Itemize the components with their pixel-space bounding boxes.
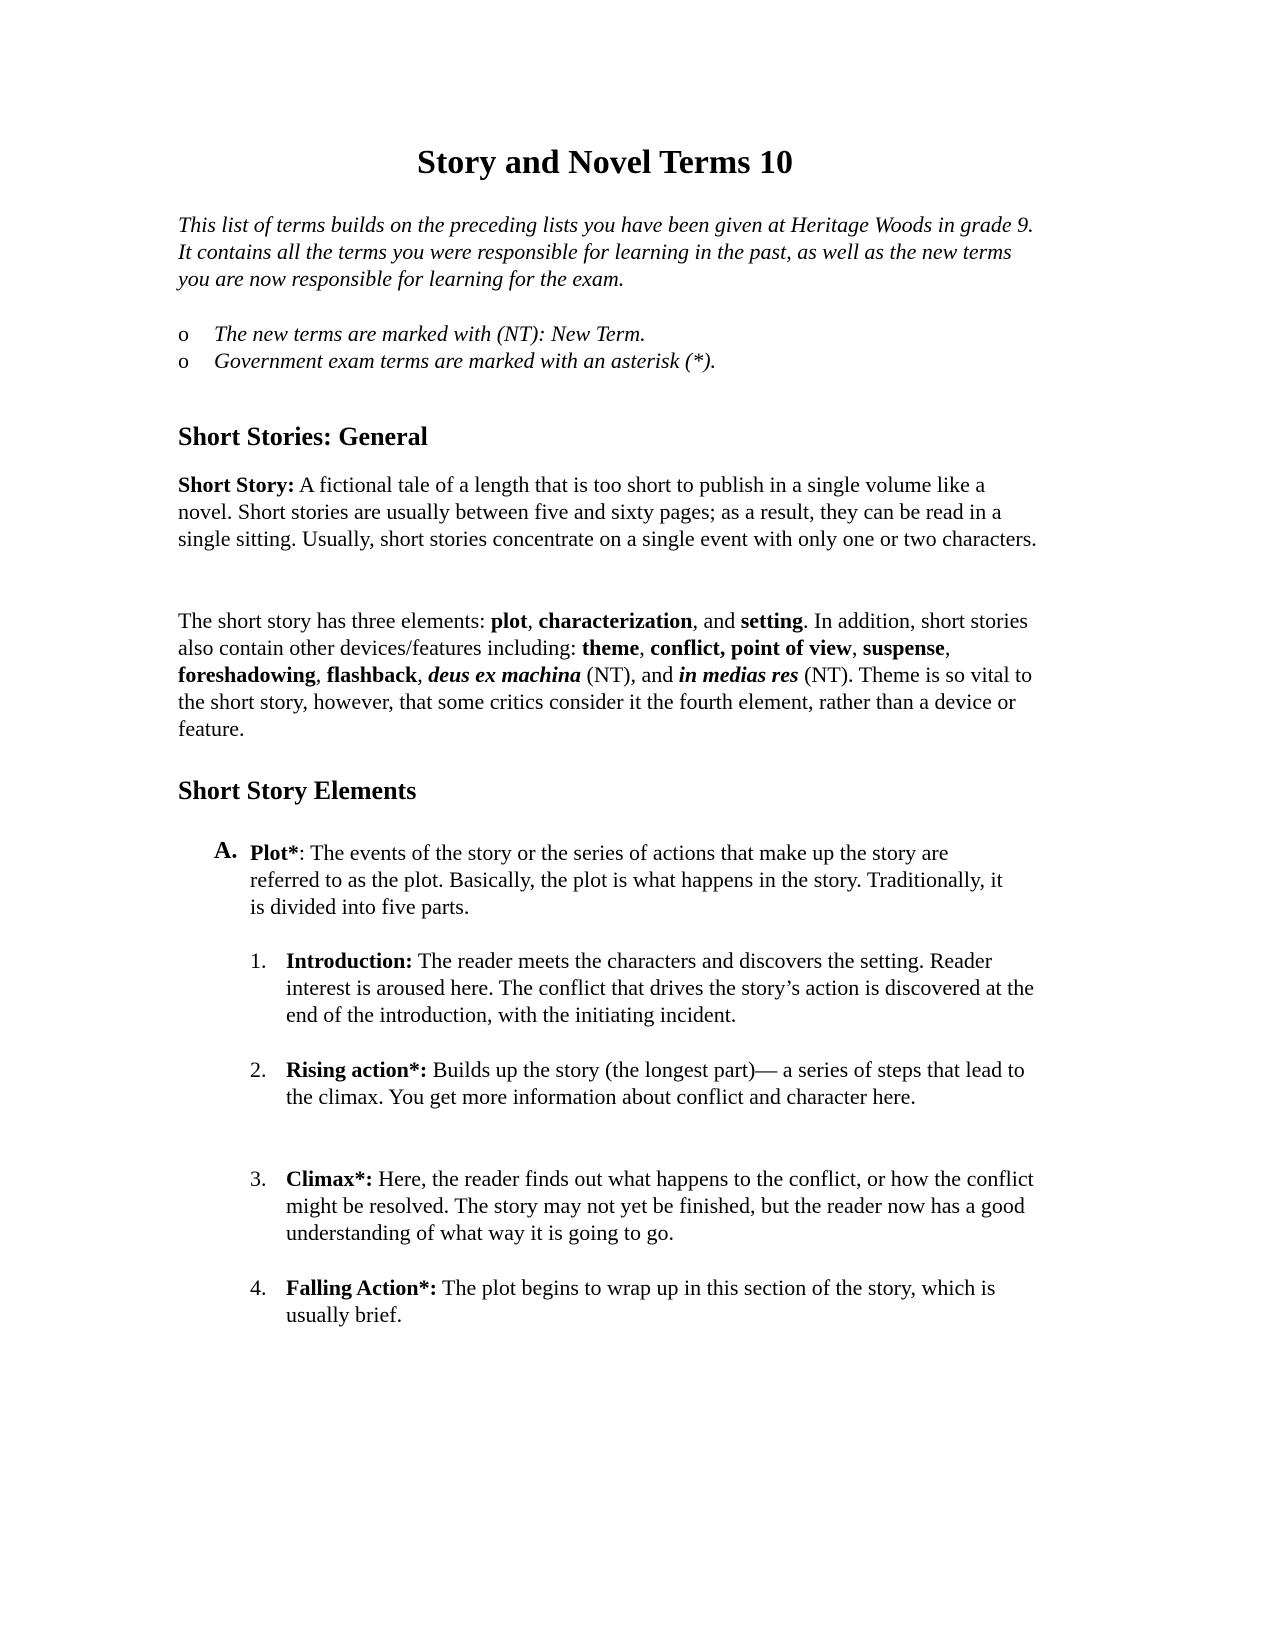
text-run: and [636, 662, 679, 687]
term-highlight: characterization [538, 608, 693, 633]
text-run: , and [692, 608, 741, 633]
term-highlight: , [630, 662, 636, 687]
text-run: , [639, 635, 651, 660]
intro-paragraph: This list of terms builds on the preceding lists you have been given at Heritage Woods in grade 9. It contains all the terms you were responsible for learning in the past, as well as the new terms you are now responsible for learning for the exam. [178, 212, 1034, 291]
short-story-definition [178, 471, 1038, 552]
text-run: : The events of the story or the series of actions that make up the story are referred to as the plot. Basically, the plot is what happens in the story. Traditionally, it is divided into five parts. [250, 840, 1003, 919]
term-highlight: Rising action*: [286, 1057, 428, 1082]
list-number: 3. [250, 1166, 267, 1191]
bullet-marker: o [178, 348, 189, 373]
text-run: , [851, 635, 863, 660]
term-highlight: Falling Action*: [286, 1275, 437, 1300]
text-run: (NT) [581, 662, 631, 687]
term-highlight: Short Story: [178, 472, 295, 497]
section-heading-elements: Short Story Elements [178, 776, 417, 805]
text-run: The short story has three elements: [178, 608, 491, 633]
short-story-elements-paragraph [178, 607, 1038, 742]
list-item-rising-action [286, 1056, 1036, 1110]
list-item-falling-action [286, 1274, 1036, 1328]
text-run: , [417, 662, 429, 687]
term-highlight: Plot* [250, 840, 299, 865]
text-run: Here, the reader finds out what happens to the conflict, or how the conflict might be resolved. The story may not yet be finished, but the reader now has a good understanding of what way it is going to go. [286, 1166, 1034, 1245]
term-highlight: suspense [862, 635, 945, 660]
term-highlight: plot [490, 608, 528, 633]
list-number: 4. [250, 1275, 267, 1300]
term-highlight: theme [581, 635, 640, 660]
term-highlight: setting [740, 608, 804, 633]
text-run: (NT). Theme is so vital to the short story, however, that some critics consider it the fourth element, rather than a device or feature. [178, 662, 1033, 741]
text-run: The plot begins to wrap up in this section of the story, which is usually brief. [286, 1275, 996, 1327]
text-run: . In addition, short stories also contain other devices/features including: [178, 608, 1028, 660]
list-number: 1. [250, 948, 267, 973]
plot-definition [250, 839, 1010, 920]
list-number: 2. [250, 1057, 267, 1082]
term-highlight: deus ex machina [428, 662, 582, 687]
page-title: Story and Novel Terms 10 [417, 144, 793, 181]
list-letter: A. [214, 838, 238, 864]
list-item-introduction [286, 947, 1036, 1028]
term-highlight: flashback [326, 662, 418, 687]
text-run: , [527, 608, 539, 633]
text-run: A fictional tale of a length that is too short to publish in a single volume like a novel. Short stories are usually between five and sixty pages; as a result, they can be read in a single sitting. Usually, short stories concentrate on a single event with only one or two characters. [178, 472, 1037, 551]
term-highlight: Climax*: [286, 1166, 373, 1191]
text-run: The reader meets the characters and discovers the setting. Reader interest is aroused here. The conflict that drives the story’s action is discovered at the end of the introduction, with the initiating incident. [286, 948, 1034, 1027]
text-run: , [944, 635, 951, 660]
bullet-marker: o [178, 321, 189, 346]
text-run: Builds up the story (the longest part)— a series of steps that lead to the climax. You get more information about conflict and character here. [286, 1057, 1025, 1109]
bullet-text: The new terms are marked with (NT): New Term. [214, 321, 646, 346]
section-heading-general: Short Stories: General [178, 422, 428, 451]
term-highlight: foreshadowing [178, 662, 316, 687]
list-item-climax [286, 1165, 1036, 1246]
term-highlight: Introduction: [286, 948, 413, 973]
term-highlight: in medias res [678, 662, 799, 687]
bullet-text: Government exam terms are marked with an asterisk (*). [214, 348, 717, 373]
term-highlight: conflict, point of view [650, 635, 852, 660]
text-run: , [315, 662, 327, 687]
